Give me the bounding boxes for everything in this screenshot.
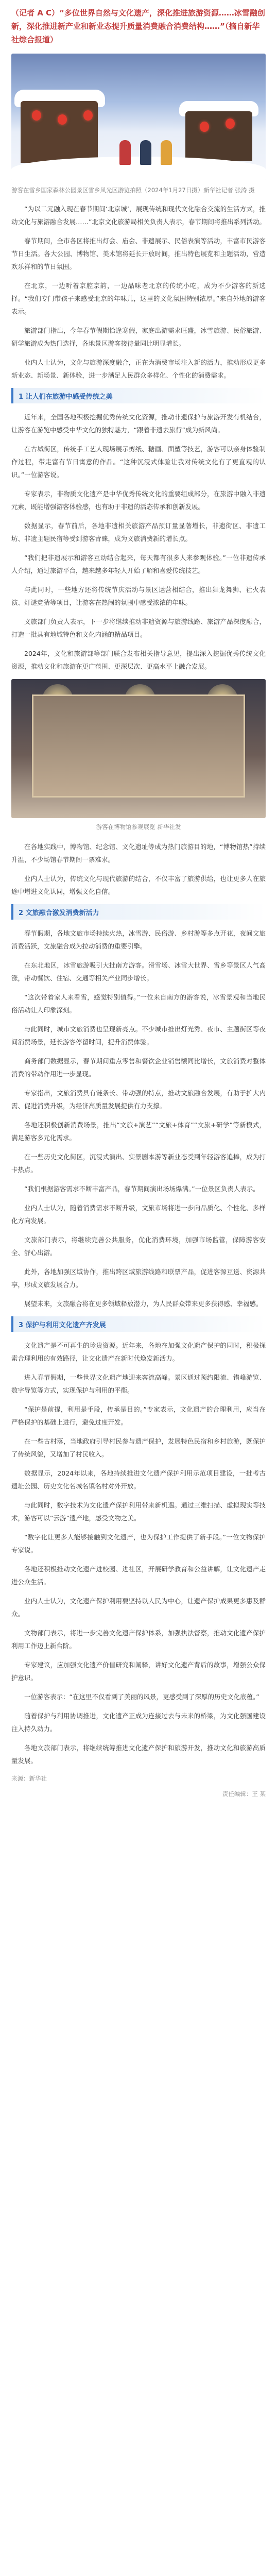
paragraph: 各地还积极创新消费场景，推出“文旅+演艺”“文旅+体育”“文旅+研学”等新模式，满足游客多元化需求。 [11,1121,266,1142]
paragraph: 各地还积极推动文化遗产进校园、进社区，开展研学教育和公益讲解，让文化遗产走进公众生活。 [11,1565,266,1586]
paragraph: 进入春节假期，一些世界文化遗产地迎来客流高峰。景区通过预约限流、错峰游览、数字导览等方式，实现保护与利用的平衡。 [11,1374,266,1394]
paragraph: 数据显示，2024年以来，各地持续推进文化遗产保护利用示范项目建设，一批考古遗址公园、历史文化名城名镇名村对外开放。 [11,1469,266,1490]
article-headline: （记者 A C）“多位世界自然与文化遗产，深化推进旅游资源……冰雪融创新，深化推进新产业和新业态提升质量消费融合消费结构……”（摘自新华社综合报道） [11,8,265,44]
paragraph: 此外，各地加强区域协作，推出跨区域旅游线路和联票产品，促进客源互送、资源共享，形成文旅发展合力。 [11,1268,266,1289]
paragraph: “我们根据游客需求不断丰富产品，春节期间演出场场爆满。”一位景区负责人表示。 [24,1185,259,1193]
section-heading [11,388,266,403]
paragraph: 数据显示，春节前后，各地非遗相关旅游产品预订量显著增长，非遗街区、非遗工坊、非遗主题民宿等受到游客青睐，成为文旅消费新的增长点。 [11,522,266,543]
paragraph: 与此同时，一些地方还将传统节庆活动与景区运营相结合，推出舞龙舞狮、社火表演、灯谜竞猜等项目，让游客在热闹的氛围中感受浓浓的年味。 [11,586,266,606]
red-lantern [200,122,209,132]
section-title: 1 让人们在旅游中感受传统之美 [19,393,113,401]
red-lantern [58,114,67,125]
paragraph: 展望未来，文旅融合将在更多领域释放潜力，为人民群众带来更多获得感、幸福感。 [24,1300,263,1308]
paragraph: “这次带着家人来看雪，感觉特别值得。”一位来自南方的游客说，冰雪景观和当地民俗活动让人印象深刻。 [11,993,266,1014]
paragraph: 与此同时，数字技术为文化遗产保护利用带来新机遇。通过三维扫描、虚拟现实等技术，游客可以“云游”遗产地，感受文物之美。 [11,1501,266,1522]
paragraph: 业内人士认为，文化与旅游深度融合，正在为消费市场注入新的活力，推动形成更多新业态、新场景、新体验，进一步满足人民群众多样化、个性化的消费需求。 [11,359,266,379]
paragraph: 一位游客表示：“在这里不仅看到了美丽的风景，更感受到了深厚的历史文化底蕴。” [24,1693,259,1701]
paragraph: “数字化让更多人能够接触到文化遗产，也为保护工作提供了新手段。”一位文物保护专家说。 [11,1533,266,1554]
hero-photo [11,54,266,180]
section-heading [11,904,266,920]
paragraph: 春节假期，各地文旅市场持续火热，冰雪游、民俗游、乡村游等多点开花，夜间文旅消费活跃，文旅融合成为拉动消费的重要引擎。 [11,929,266,950]
paragraph: “我们把非遗展示和游客互动结合起来，每天都有很多人来参观体验。”一位非遗传承人介绍，通过旅游平台，越来越多年轻人开始了解和喜爱传统技艺。 [11,554,266,574]
paragraph: 春节期间，全市各区将推出灯会、庙会、非遗展示、民俗表演等活动，丰富市民游客节日生活。各大公园、博物馆、美术馆将延长开放时间，推出特色展览和主题活动，营造欢乐祥和的节日氛围。 [11,237,266,270]
exhibit-frame [32,694,245,798]
editor-note: 责任编辑：王 某 [222,1790,266,1798]
tourist-figure [161,140,172,165]
paragraph: 文旅部门负责人表示，下一步将继续推动非遗资源与旅游线路、旅游产品深度融合，打造一批具有地域特色和文化内涵的精品项目。 [11,618,266,638]
paragraph: 在各地实践中，博物馆、纪念馆、文化遗址等成为热门旅游目的地，“博物馆热”持续升温，不少场馆春节期间一票难求。 [11,843,266,863]
paragraph: 业内人士认为，传统文化与现代旅游的结合，不仅丰富了旅游供给，也让更多人在旅途中增进文化认同，增强文化自信。 [11,875,266,895]
paragraph: 文物部门表示，将进一步完善文化遗产保护体系，加强执法督察，推动文化遗产保护利用工作迈上新台阶。 [11,1629,266,1650]
paragraph: 在东北地区，冰雪旅游吸引大批南方游客。滑雪场、冰雪大世界、雪乡等景区人气高涨，带动餐饮、住宿、交通等相关产业同步增长。 [11,961,266,982]
paragraph: 专家表示，非物质文化遗产是中华优秀传统文化的重要组成部分，在旅游中融入非遗元素，既能增强游客体验感，也有助于非遗的活态传承和创新发展。 [11,490,266,511]
tourist-figure [119,140,131,165]
tourist-figure [140,140,151,165]
red-lantern [32,110,41,121]
paragraph: 在一些历史文化街区，沉浸式演出、实景剧本游等新业态受到年轻游客追捧，成为打卡热点。 [11,1153,266,1174]
paragraph: 在一些古村落，当地政府引导村民参与遗产保护，发展特色民宿和乡村旅游，既保护了传统风貌，又增加了村民收入。 [11,1437,266,1458]
paragraph: 2024年，文化和旅游部等部门联合发布相关指导意见，提出深入挖掘优秀传统文化资源，推动文化和旅游在更广范围、更深层次、更高水平上融合发展。 [11,650,266,670]
red-lantern [83,110,93,121]
snow-ground [11,157,266,180]
section-title: 2 文旅融合激发消费新活力 [19,909,99,917]
photo-caption: 游客在博物馆参观展览 新华社发 [96,823,181,831]
section-heading [11,1316,266,1332]
paragraph: 在北京，一边听着京腔京韵，一边品味老北京的传统小吃，成为不少游客的新选择。“我们专门带孩子来感受北京的年味儿，这里的文化氛围特别浓厚。”来自外地的游客表示。 [11,282,266,315]
paragraph: 近年来，全国各地积极挖掘优秀传统文化资源，推动非遗保护与旅游开发有机结合，让游客在游览中感受中华文化的独特魅力，“跟着非遗去旅行”成为新风尚。 [11,413,266,434]
paragraph: 各地文旅部门表示，将继续统筹推进文化遗产保护和旅游开发，推动文化和旅游高质量发展。 [11,1744,266,1765]
paragraph: 文旅部门表示，将继续完善公共服务，优化消费环境，加强市场监管，保障游客安全、舒心出游。 [11,1236,266,1257]
paragraph: 旅游部门指出，今年春节假期恰逢寒假，家庭出游需求旺盛，冰雪旅游、民俗旅游、研学旅游成为热门选择，各地景区游客接待量同比明显增长。 [11,327,266,347]
section-title: 3 保护与利用文化遗产齐发展 [19,1321,106,1329]
source-note: 来源：新华社 [11,1775,47,1782]
paragraph: 随着保护与利用协调推进，文化遗产正成为连接过去与未来的桥梁，为文化强国建设注入持久动力。 [11,1712,266,1733]
paragraph: “保护是前提，利用是手段，传承是目的。”专家表示，文化遗产的合理利用，应当在严格保护的基础上进行，避免过度开发。 [11,1405,266,1426]
paragraph: 专家指出，文旅消费具有链条长、带动强的特点，推动文旅融合发展，有助于扩大内需、促进消费升级，为经济高质量发展提供有力支撑。 [11,1089,266,1110]
paragraph: 业内人士认为，文化遗产保护利用要坚持以人民为中心，让遗产保护成果更多惠及群众。 [11,1597,266,1618]
paragraph: 专家建议，应加强文化遗产价值研究和阐释，讲好文化遗产背后的故事，增强公众保护意识。 [11,1661,266,1682]
paragraph: 商务部门数据显示，春节期间重点零售和餐饮企业销售额同比增长，文旅消费对整体消费的带动作用进一步显现。 [11,1057,266,1078]
wooden-house-right [185,111,252,161]
paragraph: 与此同时，城市文旅消费也呈现新亮点。不少城市推出灯光秀、夜市、主题街区等夜间消费场景，延长游客停留时间，提升消费体验。 [11,1025,266,1046]
red-lantern [226,118,235,129]
museum-photo [11,679,266,818]
paragraph: 业内人士认为，随着消费需求不断升级，文旅市场将进一步向品质化、个性化、多样化方向发展。 [11,1204,266,1225]
hero-caption: 游客在雪乡国家森林公园景区雪乡风光区游览拍照（2024年1月27日摄）新华社记者 张涛 摄 [11,187,255,194]
paragraph: 文化遗产是不可再生的珍贵资源。近年来，各地在加强文化遗产保护的同时，积极探索合理利用的有效路径，让文化遗产在新时代焕发新活力。 [11,1342,266,1362]
paragraph: 在古城街区，传统手工艺人现场展示剪纸、糖画、面塑等技艺，游客可以亲身体验制作过程，带走富有节日寓意的作品。“这种沉浸式体验让我对传统文化有了更直观的认识。”一位游客说。 [11,445,266,479]
paragraph: “为以二元融入现在春节期间‘北京城’，展现传统和现代文化融合交流的生活方式，推动文化与旅游融合发展……”北京文化旅游局相关负责人表示，春节期间将推出系列活动。 [11,205,266,226]
